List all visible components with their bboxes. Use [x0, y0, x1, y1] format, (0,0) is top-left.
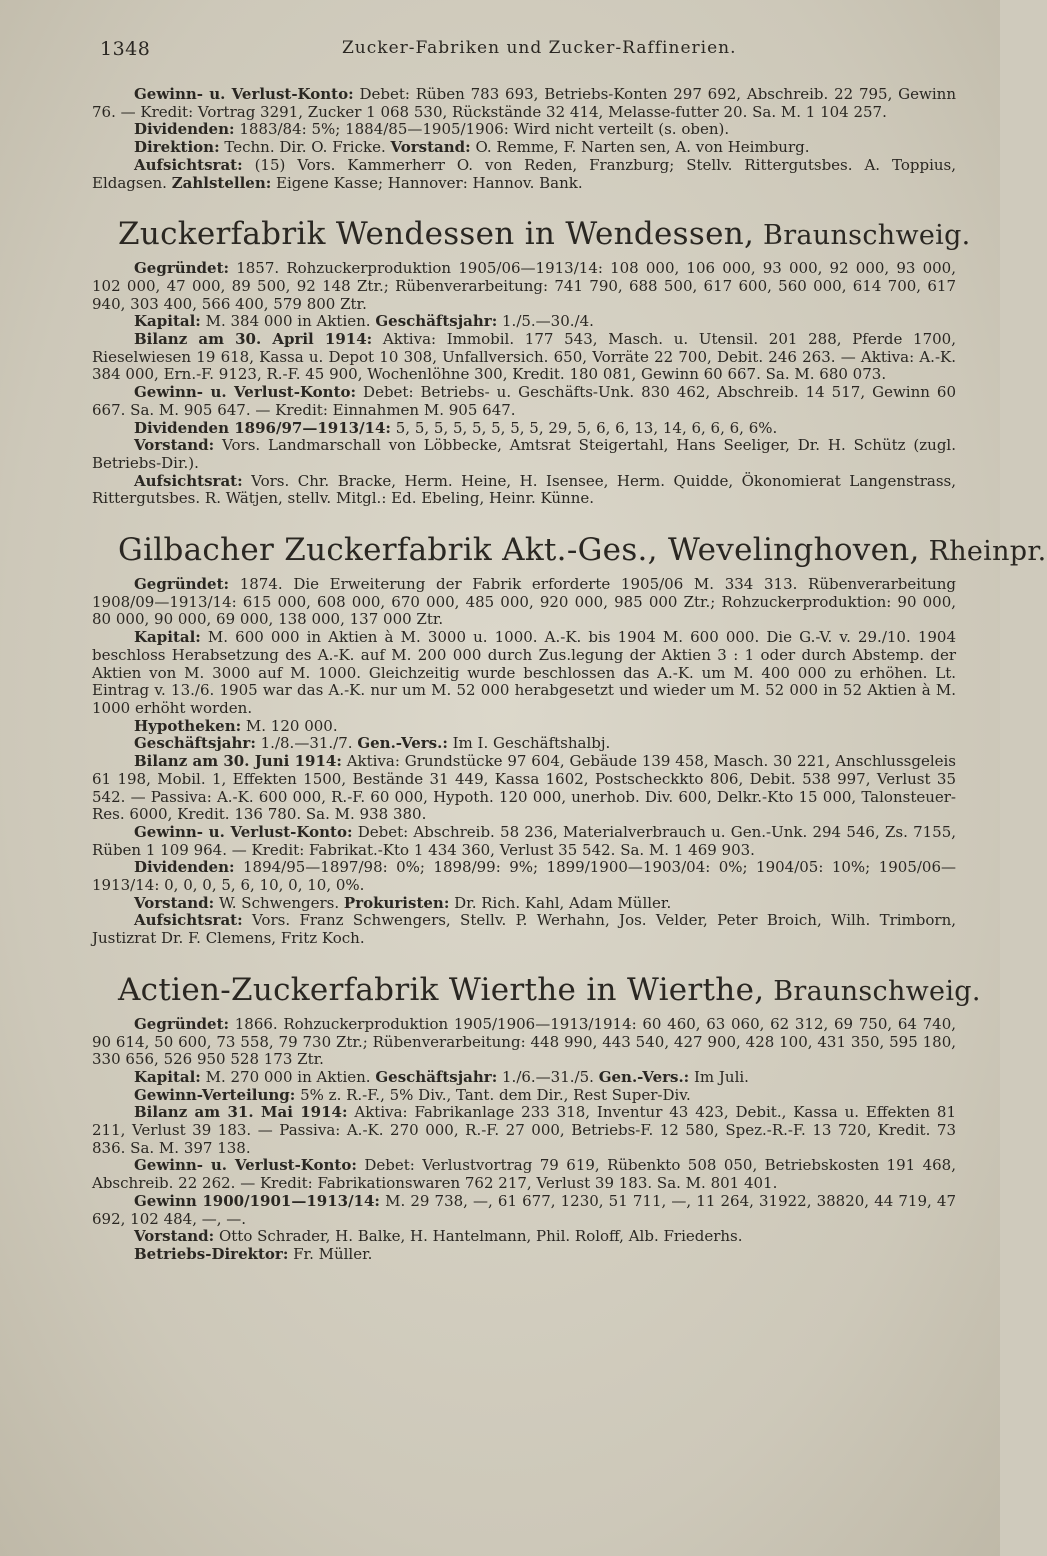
field-label: Gen.-Vers.: [598, 1067, 690, 1086]
field-value: M. 29 738, —, 61 677, 1230, 51 711, —, 11 264, 31922, 38820, 44 719, 47 692, 102 484, —, —. [92, 1191, 956, 1228]
field-label: Aufsichtsrat: [134, 155, 243, 174]
entry-paragraph [92, 437, 956, 472]
field-label: Geschäftsjahr: [375, 1067, 498, 1086]
field-value: Eigene Kasse; Hannover: Hannov. Bank. [271, 173, 583, 192]
entry-paragraph [92, 576, 956, 629]
field-value: M. 384 000 in Aktien. [200, 312, 371, 331]
entry-paragraph [92, 86, 956, 121]
field-label: Hypotheken: [134, 716, 242, 735]
entry-paragraph [92, 859, 956, 894]
field-label: Gewinn- u. Verlust-Konto: [134, 1156, 357, 1175]
field-label: Bilanz am 30. Juni 1914: [134, 752, 342, 771]
page-number: 1348 [100, 38, 151, 60]
field-value: 1857. Rohzuckerproduktion 1905/06—1913/14: 108 000, 106 000, 93 000, 92 000, 93 000, 102 000, 47 000, 89 500, 92 148 Ztr.; Rübenverarbeitung: 741 790, 688 500, 617 600, 560 000, 614 700, 617 940, 303 400, 566 400, 579 800 Ztr. [92, 259, 956, 313]
field-label: Geschäftsjahr: [134, 734, 256, 753]
entry-paragraph [92, 139, 956, 157]
field-label: Kapital: [134, 1067, 201, 1086]
field-label: Gegründet: [134, 575, 230, 594]
field-label: Bilanz am 30. April 1914: [134, 330, 373, 349]
field-value: O. Remme, F. Narten sen, A. von Heimburg. [470, 138, 810, 157]
field-value: 5% z. R.-F., 5% Div., Tant. dem Dir., Rest Super-Div. [295, 1085, 691, 1104]
field-label: Aufsichtsrat: [134, 471, 243, 490]
field-value: 1./8.—31./7. [255, 734, 353, 753]
field-value: Debet: Rüben 783 693, Betriebs-Konten 297 692, Abschreib. 22 795, Gewinn 76. — Kredit: Vortrag 3291, Zucker 1 068 530, Rückstände 32 414, Melasse-futter 20. Sa. M. 1 104 257. [92, 85, 956, 121]
field-label: Gewinn- u. Verlust-Konto: [134, 85, 354, 103]
field-label: Geschäftsjahr: [375, 312, 498, 331]
field-value: 1./5.—30./4. [497, 312, 594, 331]
field-label: Zahlstellen: [171, 173, 272, 192]
field-label: Vorstand: [134, 893, 215, 912]
field-value: 1./6.—31./5. [497, 1067, 594, 1086]
entry-paragraph [92, 260, 956, 313]
entry-paragraph [92, 1228, 956, 1246]
company-entry [92, 530, 1047, 948]
field-value: Dr. Rich. Kahl, Adam Müller. [449, 893, 672, 912]
entry-paragraph [92, 420, 956, 438]
running-title: Zucker-Fabriken und Zucker-Raffinerien. [342, 38, 737, 58]
entry-paragraph [92, 1157, 956, 1192]
field-value: Aktiva: Immobil. 177 543, Masch. u. Utensil. 201 288, Pferde 1700, Rieselwiesen 19 618, Kassa u. Depot 10 308, Unfallversich. 650, Vorräte 22 700, Debit. 246 263. — Aktiva: A.-K. 384 000, Ern.-F. 9123, R.-F. 45 900, Wochenlöhne 300, Kredit. 180 081, Gewinn 60 667. Sa. M. 680 073. [92, 330, 956, 384]
field-value: Vors. Landmarschall von Löbbecke, Amtsrat Steigertahl, Hans Seeliger, Dr. H. Schütz (zugl. Betriebs-Dir.). [92, 436, 956, 472]
field-label: Prokuristen: [343, 893, 450, 912]
company-heading [92, 970, 981, 1012]
field-value: Fr. Müller. [288, 1244, 373, 1263]
running-head [92, 34, 956, 64]
field-label: Dividenden 1896/97—1913/14: [134, 418, 391, 437]
entry-paragraph [92, 753, 956, 824]
company-name: Zuckerfabrik Wendessen in Wendessen, [118, 216, 755, 253]
entry-paragraph [92, 1193, 956, 1228]
field-value: Im I. Geschäftshalbj. [447, 734, 611, 753]
field-label: Kapital: [134, 312, 201, 331]
field-value: Aktiva: Grundstücke 97 604, Gebäude 139 458, Masch. 30 221, Anschlussgeleis 61 198, Mobil. 1, Effekten 1500, Bestände 31 449, Kassa 1602, Postscheckkto 806, Debit. 538 997, Verlust 35 542. — Passiva: A.-K. 600 000, R.-F. 60 000, Hypoth. 120 000, unerhob. Div. 600, Delkr.-Kto 15 000, Talonsteuer-Res. 6000, Kredit. 136 780. Sa. M. 938 380. [92, 752, 957, 824]
entry-paragraph [92, 1246, 956, 1264]
field-value: M. 120 000. [241, 716, 338, 735]
field-label: Direktion: [134, 138, 220, 157]
field-value: Techn. Dir. O. Fricke. [219, 138, 386, 157]
field-label: Gewinn 1900/1901—1913/14: [134, 1191, 380, 1210]
field-label: Aufsichtsrat: [134, 911, 243, 930]
entry-paragraph [92, 1069, 956, 1087]
entry-paragraph [92, 384, 956, 419]
company-heading [92, 214, 971, 256]
company-name: Actien-Zuckerfabrik Wierthe in Wierthe, [118, 971, 765, 1008]
field-value: 1883/84: 5%; 1884/85—1905/1906: Wird nicht verteilt (s. oben). [234, 120, 730, 139]
company-entry [92, 970, 981, 1264]
company-location: Braunschweig. [764, 975, 981, 1007]
field-value: 1866. Rohzuckerproduktion 1905/1906—1913/1914: 60 460, 63 060, 62 312, 69 750, 64 740, 90 614, 50 600, 73 558, 79 730 Ztr.; Rübenverarbeitung: 448 990, 443 540, 427 900, 428 100, 431 350, 595 180, 330 656, 526 950 528 173 Ztr. [92, 1014, 956, 1069]
entry-paragraph [92, 912, 956, 947]
field-value: Vors. Franz Schwengers, Stellv. P. Werhahn, Jos. Velder, Peter Broich, Wilh. Trimborn, Justizrat Dr. F. Clemens, Fritz Koch. [92, 911, 956, 948]
field-value: Otto Schrader, H. Balke, H. Hantelmann, Phil. Roloff, Alb. Friederhs. [214, 1227, 743, 1246]
entry-paragraph [92, 718, 956, 736]
company-entry [92, 214, 971, 508]
entry-paragraph [92, 629, 956, 718]
entry-paragraph [92, 824, 956, 859]
field-value: Debet: Betriebs- u. Geschäfts-Unk. 830 462, Abschreib. 14 517, Gewinn 60 667. Sa. M. 905 647. — Kredit: Einnahmen M. 905 647. [92, 383, 956, 419]
field-label: Gewinn- u. Verlust-Konto: [134, 383, 357, 402]
entry-paragraph [92, 1016, 956, 1069]
continued-entry [92, 86, 956, 192]
field-value: Aktiva: Fabrikanlage 233 318, Inventur 43 423, Debit., Kassa u. Effekten 81 211, Verlust 39 183. — Passiva: A.-K. 270 000, R.-F. 27 000, Betriebs-F. 12 580, Spez.-R.-F. 13 720, Kredit. 73 836. Sa. M. 397 138. [92, 1103, 956, 1157]
entry-paragraph [92, 473, 956, 508]
entry-paragraph [92, 1087, 956, 1105]
entry-paragraph [92, 1104, 956, 1157]
entry-paragraph [92, 313, 956, 331]
field-value: M. 270 000 in Aktien. [200, 1067, 371, 1086]
field-label: Vorstand: [134, 1227, 215, 1246]
field-value: Debet: Verlustvortrag 79 619, Rübenkto 508 050, Betriebskosten 191 468, Abschreib. 22 262. — Kredit: Fabrikationswaren 762 217, Verlust 39 183. Sa. M. 801 401. [92, 1156, 956, 1193]
field-value: Im Juli. [689, 1067, 749, 1086]
field-value: M. 600 000 in Aktien à M. 3000 u. 1000. A.-K. bis 1904 M. 600 000. Die G.-V. v. 29./10. 1904 beschloss Herabsetzung des A.-K. auf M. 200 000 durch Zus.legung der Aktien 3 : 1 oder durch Abstemp. der Aktien von M. 3000 auf M. 1000. Gleichzeitig wurde beschlossen das A.-K. um M. 400 000 zu erhöhen. Lt. Eintrag v. 13./6. 1905 war das A.-K. nur um M. 52 000 herabgesetzt und wieder um M. 52 000 in 52 Aktien à M. 1000 erhöht worden. [92, 628, 956, 717]
field-label: Betriebs-Direktor: [134, 1244, 289, 1263]
field-label: Kapital: [134, 628, 201, 647]
entry-paragraph [92, 331, 956, 384]
field-label: Bilanz am 31. Mai 1914: [134, 1103, 348, 1122]
company-heading [92, 530, 1047, 572]
field-label: Gegründet: [134, 1014, 230, 1033]
entry-paragraph [92, 157, 956, 192]
field-label: Gewinn-Verteilung: [134, 1085, 296, 1104]
field-value: 1894/95—1897/98: 0%; 1898/99: 9%; 1899/1900—1903/04: 0%; 1904/05: 10%; 1905/06—1913/14: 0, 0, 0, 5, 6, 10, 0, 10, 0%. [92, 858, 956, 895]
field-value: Vors. Chr. Bracke, Herm. Heine, H. Isensee, Herm. Quidde, Ökonomierat Langenstrass, Rittergutsbes. R. Wätjen, stellv. Mitgl.: Ed. Ebeling, Heinr. Künne. [92, 471, 956, 508]
field-value: 5, 5, 5, 5, 5, 5, 5, 5, 29, 5, 6, 6, 13, 14, 6, 6, 6, 6%. [390, 418, 778, 437]
company-name: Gilbacher Zuckerfabrik Akt.-Ges., Wevelinghoven, [118, 532, 920, 569]
field-label: Gewinn- u. Verlust-Konto: [134, 822, 353, 841]
company-location: Braunschweig. [754, 220, 971, 252]
entry-paragraph [92, 895, 956, 913]
entry-paragraph [92, 121, 956, 139]
field-label: Gegründet: [134, 259, 230, 278]
field-value: W. Schwengers. [214, 893, 340, 912]
document-body [92, 85, 1047, 1264]
field-value: (15) Vors. Kammerherr O. von Reden, Franzburg; Stellv. Rittergutsbes. A. Toppius, Eldagsen. [92, 155, 956, 192]
field-value: Debet: Abschreib. 58 236, Materialverbrauch u. Gen.-Unk. 294 546, Zs. 7155, Rüben 1 109 964. — Kredit: Fabrikat.-Kto 1 434 360, Verlust 35 542. Sa. M. 1 469 903. [92, 822, 957, 859]
field-label: Dividenden: [134, 120, 235, 139]
field-label: Gen.-Vers.: [357, 734, 448, 753]
entry-paragraph [92, 735, 956, 753]
field-label: Vorstand: [134, 436, 215, 455]
field-label: Dividenden: [134, 858, 235, 877]
field-label: Vorstand: [390, 138, 471, 157]
company-location: Rheinpr. [919, 536, 1047, 568]
field-value: 1874. Die Erweiterung der Fabrik erforderte 1905/06 M. 334 313. Rübenverarbeitung 1908/09—1913/14: 615 000, 608 000, 670 000, 485 000, 920 000, 985 000 Ztr.; Rohzuckerproduktion: 90 000, 80 000, 90 000, 69 000, 138 000, 137 000 Ztr. [92, 575, 956, 629]
